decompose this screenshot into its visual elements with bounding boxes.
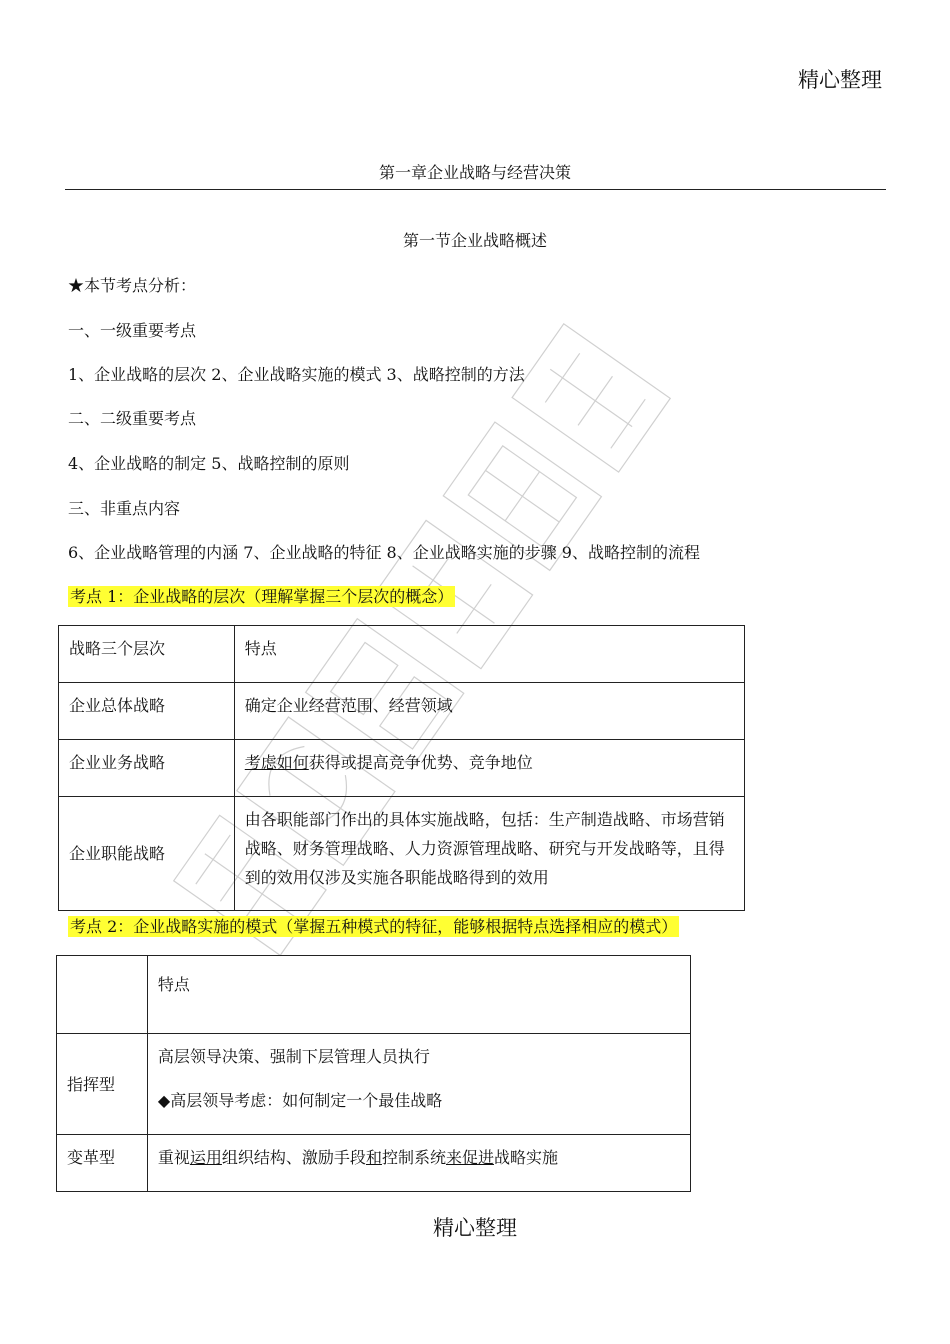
level-2-items: 4、企业战略的制定 5、战略控制的原则 — [68, 454, 350, 473]
table-header-cell: 特点 — [234, 626, 744, 683]
point2-table — [56, 955, 691, 1192]
point1-table — [58, 625, 745, 911]
table-cell — [147, 1034, 690, 1135]
point1-title — [68, 584, 455, 607]
underlined-text: 来促进 — [445, 1148, 494, 1167]
level-3-items: 6、企业战略管理的内涵 7、企业战略的特征 8、企业战略实施的步骤 9、战略控制的流程 — [68, 543, 700, 562]
table-row — [57, 1135, 691, 1192]
point1-title-highlight: 考点 1：企业战略的层次（理解掌握三个层次的概念） — [70, 587, 454, 606]
table-header-cell: 战略三个层次 — [59, 626, 235, 683]
table-cell: 企业业务战略 — [59, 740, 235, 797]
underlined-text: 运用 — [189, 1148, 222, 1167]
table-header-cell — [57, 956, 148, 1034]
table-row — [59, 626, 745, 683]
table-cell — [234, 740, 744, 797]
table-cell: 指挥型 — [57, 1034, 148, 1135]
point2-title-highlight: 考点 2：企业战略实施的模式（掌握五种模式的特征，能够根据特点选择相应的模式） — [70, 917, 678, 936]
table-cell: 由各职能部门作出的具体实施战略，包括：生产制造战略、市场营销战略、财务管理战略、人力资源管理战略、研究与开发战略等，且得到的效用仅涉及实施各职能战略得到的效用 — [234, 797, 744, 911]
cell-line: 高层领导决策、强制下层管理人员执行 — [157, 1047, 430, 1066]
cell-text: 战略实施 — [493, 1148, 558, 1167]
table-row — [59, 797, 745, 911]
cell-text: 组织结构、激励手段 — [221, 1148, 366, 1167]
footer-text: 精心整理 — [433, 1216, 517, 1240]
title-divider — [65, 189, 886, 190]
underlined-text: 考虑如何 — [244, 753, 309, 772]
intro-line: ★本节考点分析： — [68, 276, 197, 295]
header-text: 精心整理 — [798, 68, 882, 92]
table-cell — [147, 1135, 690, 1192]
cell-text: 重视 — [157, 1148, 190, 1167]
table-row — [59, 740, 745, 797]
table-cell: 企业总体战略 — [59, 683, 235, 740]
table-row — [57, 1034, 691, 1135]
point2-title — [68, 914, 679, 937]
table-cell: 变革型 — [57, 1135, 148, 1192]
table-row — [57, 956, 691, 1034]
table-row — [59, 683, 745, 740]
level-3-heading: 三、非重点内容 — [68, 499, 181, 518]
cell-text: 获得或提高竞争优势、竞争地位 — [308, 753, 533, 772]
chapter-title: 第一章企业战略与经营决策 — [378, 163, 571, 182]
section-title: 第一节企业战略概述 — [402, 231, 547, 250]
table-cell: 确定企业经营范围、经营领域 — [234, 683, 744, 740]
level-1-heading: 一、一级重要考点 — [68, 321, 197, 340]
level-1-items: 1、企业战略的层次 2、企业战略实施的模式 3、战略控制的方法 — [68, 365, 525, 384]
level-2-heading: 二、二级重要考点 — [68, 409, 197, 428]
cell-line: ◆高层领导考虑：如何制定一个最佳战略 — [157, 1091, 443, 1110]
underlined-text: 和 — [365, 1148, 382, 1167]
cell-text: 控制系统 — [381, 1148, 446, 1167]
table-cell: 企业职能战略 — [59, 797, 235, 911]
table-header-cell: 特点 — [147, 956, 690, 1034]
